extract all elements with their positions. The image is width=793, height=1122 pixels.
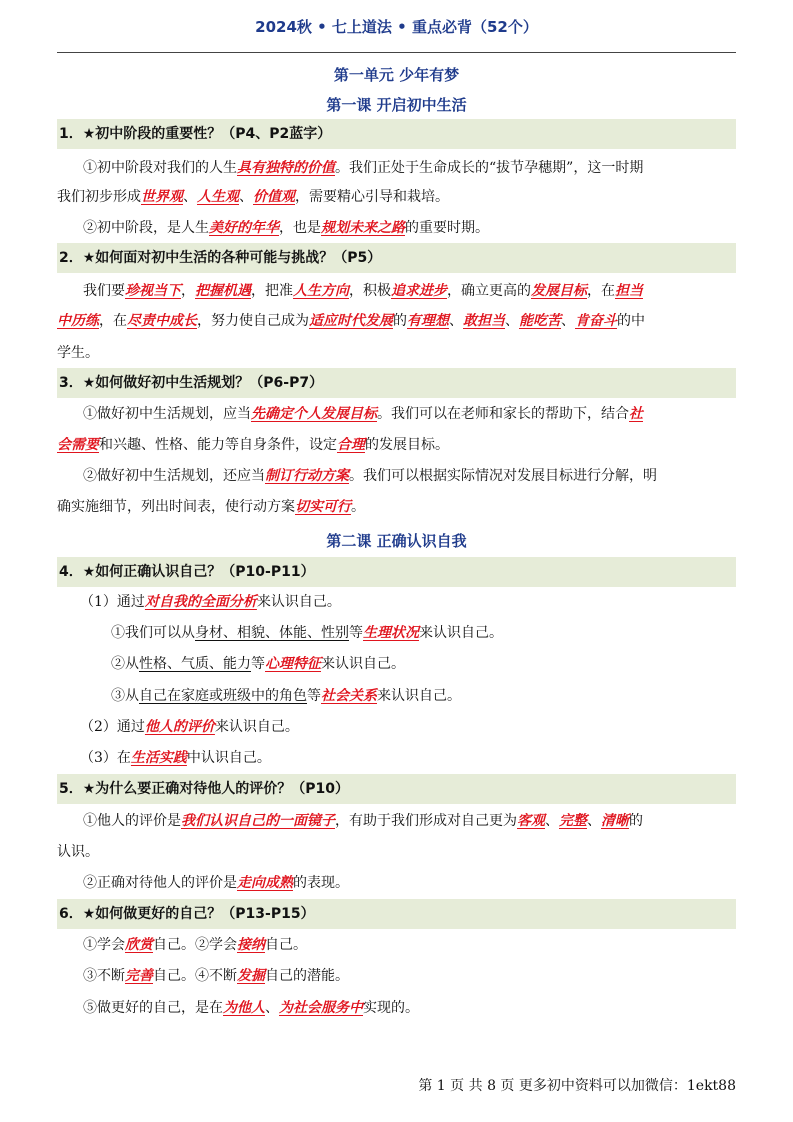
text: 、: [265, 1000, 279, 1016]
key-phrase: 把握机遇: [195, 283, 251, 299]
q3-line-3: [83, 466, 657, 486]
key-phrase: 珍视当下: [125, 283, 181, 299]
text: ，在: [587, 283, 615, 299]
key-phrase: 担当: [615, 283, 643, 299]
text: 、: [587, 813, 601, 829]
q4-line-5: [80, 717, 299, 737]
text: ，需要精心引导和栽培。: [295, 189, 449, 205]
question-5-title: 5．★为什么要正确对待他人的评价？（P10）: [57, 774, 736, 804]
text: 我们要: [83, 283, 125, 299]
text: ③不断: [83, 968, 125, 984]
text: 来认识自己。: [321, 656, 405, 672]
key-phrase: 完整: [559, 813, 587, 829]
text: 确实施细节，列出时间表，使行动方案: [57, 499, 295, 515]
text: 和兴趣、性格、能力等自身条件，设定: [99, 437, 337, 453]
question-2-title: 2．★如何面对初中生活的各种可能与挑战？（P5）: [57, 243, 736, 273]
text: ，确立更高的: [447, 283, 531, 299]
text: 的重要时期。: [405, 220, 489, 236]
key-phrase: 社会关系: [321, 688, 377, 704]
text: 等: [251, 656, 265, 672]
q5-line-2: [57, 842, 99, 862]
text: 、: [505, 313, 519, 329]
q1-line-3: [83, 218, 489, 238]
text: ②初中阶段，是人生: [83, 220, 209, 236]
key-phrase: 走向成熟: [237, 875, 293, 891]
text: ，有助于我们形成对自己更为: [335, 813, 517, 829]
q3-line-1: [83, 404, 643, 424]
q1-line-1: [83, 158, 643, 178]
text: 的: [629, 813, 643, 829]
key-phrase: 先确定个人发展目标: [251, 406, 377, 422]
text: ，也是: [279, 220, 321, 236]
text: ①初中阶段对我们的人生: [83, 160, 237, 176]
text: 、: [545, 813, 559, 829]
q3-line-2: [57, 435, 449, 455]
text: 来认识自己。: [419, 625, 503, 641]
text: 来认识自己。: [256, 594, 341, 610]
q6-line-1: [83, 935, 307, 955]
key-phrase: 社: [629, 406, 643, 422]
key-phrase: 清晰: [601, 813, 629, 829]
text: 、: [239, 189, 253, 205]
key-phrase: 为他人: [223, 1000, 265, 1016]
key-phrase: 适应时代发展: [309, 313, 393, 329]
text: ①做好初中生活规划，应当: [83, 406, 251, 422]
text: 学生。: [57, 345, 99, 361]
key-phrase: 制订行动方案: [265, 468, 349, 484]
key-phrase: 发展目标: [531, 283, 587, 299]
text: 、: [449, 313, 463, 329]
key-phrase: 中历练: [57, 313, 99, 329]
text: 认识。: [57, 844, 99, 860]
key-phrase: 价值观: [253, 189, 295, 205]
q4-line-3: [111, 654, 405, 674]
text: 。我们可以在老师和家长的帮助下，结合: [377, 406, 629, 422]
key-phrase: 他人的评价: [144, 719, 215, 735]
document-header: 2024秋 • 七上道法 • 重点必背（52个）: [255, 18, 538, 36]
q3-line-4: [57, 497, 365, 517]
q4-line-2: [111, 623, 503, 643]
text: 。我们正处于生命成长的“拔节孕穗期”，这一时期: [335, 160, 644, 176]
lesson-1-title: 第一课 开启初中生活: [326, 96, 467, 114]
q1-line-2: [57, 187, 449, 207]
q4-line-4: [111, 686, 461, 706]
text: 的发展目标。: [365, 437, 449, 453]
text: ，: [181, 283, 195, 299]
text: 、: [561, 313, 575, 329]
key-phrase: 心理特征: [265, 656, 321, 672]
key-phrase: 发掘: [237, 968, 265, 984]
text: ，努力使自己成为: [197, 313, 309, 329]
q5-line-3: [83, 873, 349, 893]
underlined-phrase: 身材、相貌、体能、性别: [195, 625, 349, 641]
text: ②正确对待他人的评价是: [83, 875, 237, 891]
q4-line-6: [80, 748, 271, 768]
underlined-phrase: 性格、气质、能力: [139, 656, 251, 672]
key-phrase: 切实可行: [295, 499, 351, 515]
q4-line-1: [80, 592, 341, 612]
q6-line-3: [83, 998, 419, 1018]
text: 我们初步形成: [57, 189, 141, 205]
key-phrase: 追求进步: [391, 283, 447, 299]
text: 的中: [617, 313, 645, 329]
question-4-title: 4．★如何正确认识自己？（P10-P11）: [57, 557, 736, 587]
text: ，在: [99, 313, 127, 329]
key-phrase: 美好的年华: [209, 220, 279, 236]
q2-line-2: [57, 311, 645, 331]
q2-line-1: [83, 281, 643, 301]
key-phrase: 有理想: [407, 313, 449, 329]
key-phrase: 人生观: [197, 189, 239, 205]
question-3-title: 3．★如何做好初中生活规划？（P6-P7）: [57, 368, 736, 398]
key-phrase: 我们认识自己的一面镜子: [181, 813, 335, 829]
text: 中认识自己。: [186, 750, 271, 766]
key-phrase: 世界观: [141, 189, 183, 205]
key-phrase: 欣赏: [125, 937, 153, 953]
text: 等: [349, 625, 363, 641]
text: ①他人的评价是: [83, 813, 181, 829]
key-phrase: 具有独特的价值: [237, 160, 335, 176]
text: 的: [393, 313, 407, 329]
text: 等: [307, 688, 321, 704]
key-phrase: 接纳: [237, 937, 265, 953]
text: ①学会: [83, 937, 125, 953]
q2-line-3: [57, 343, 99, 363]
text: 。我们可以根据实际情况对发展目标进行分解，明: [349, 468, 657, 484]
text: ③从: [111, 688, 139, 704]
text: ，积极: [349, 283, 391, 299]
header-rule: [57, 52, 736, 53]
q5-line-1: [83, 811, 643, 831]
page-footer: 第 1 页 共 8 页 更多初中资料可以加微信：1ekt88: [418, 1078, 736, 1094]
text: 的表现。: [293, 875, 349, 891]
text: 实现的。: [363, 1000, 419, 1016]
text: （2）通过: [80, 719, 145, 735]
key-phrase: 尽责中成长: [127, 313, 197, 329]
text: （3）在: [80, 750, 131, 766]
key-phrase: 为社会服务中: [279, 1000, 363, 1016]
text: 自己。②学会: [153, 937, 237, 953]
question-1-title: 1．★初中阶段的重要性？（P4、P2蓝字）: [57, 119, 736, 149]
text: ②从: [111, 656, 139, 672]
key-phrase: 肯奋斗: [575, 313, 617, 329]
key-phrase: 生活实践: [130, 750, 187, 766]
text: ⑤做更好的自己，是在: [83, 1000, 223, 1016]
key-phrase: 敢担当: [463, 313, 505, 329]
text: 来认识自己。: [214, 719, 299, 735]
text: 。: [351, 499, 365, 515]
question-6-title: 6．★如何做更好的自己？（P13-P15）: [57, 899, 736, 929]
key-phrase: 能吃苦: [519, 313, 561, 329]
key-phrase: 规划未来之路: [321, 220, 405, 236]
text: ，把准: [251, 283, 293, 299]
key-phrase: 完善: [125, 968, 153, 984]
text: 自己。: [265, 937, 307, 953]
key-phrase: 合理: [337, 437, 365, 453]
key-phrase: 客观: [517, 813, 545, 829]
text: ①我们可以从: [111, 625, 195, 641]
underlined-phrase: 自己在家庭或班级中的角色: [139, 688, 307, 704]
key-phrase: 人生方向: [293, 283, 349, 299]
key-phrase: 生理状况: [363, 625, 419, 641]
text: （1）通过: [80, 594, 145, 610]
text: 、: [183, 189, 197, 205]
text: ②做好初中生活规划，还应当: [83, 468, 265, 484]
lesson-2-title: 第二课 正确认识自我: [326, 532, 467, 550]
text: 自己的潜能。: [265, 968, 349, 984]
key-phrase: 对自我的全面分析: [144, 594, 257, 610]
text: 自己。④不断: [153, 968, 237, 984]
key-phrase: 会需要: [57, 437, 99, 453]
unit-title: 第一单元 少年有梦: [333, 66, 460, 84]
q6-line-2: [83, 966, 349, 986]
text: 来认识自己。: [377, 688, 461, 704]
